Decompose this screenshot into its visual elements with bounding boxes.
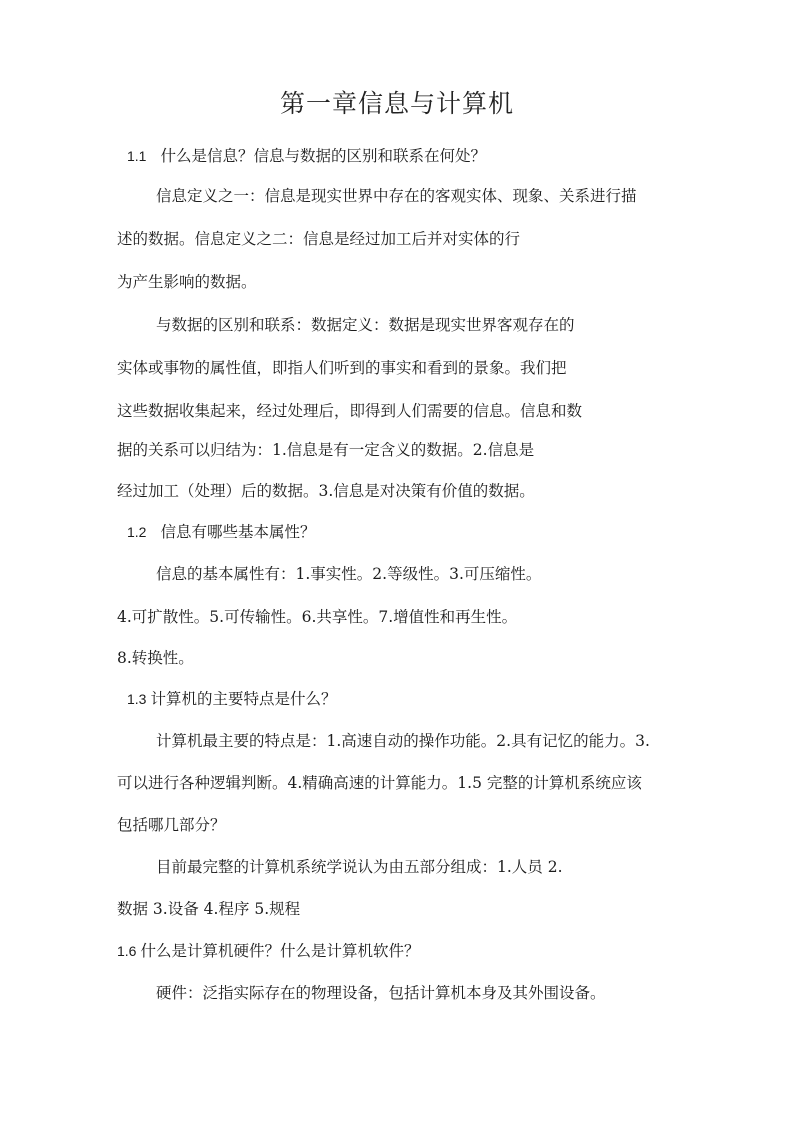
paragraph-line: 信息定义之一：信息是现实世界中存在的客观实体、现象、关系进行描 xyxy=(156,187,637,205)
paragraph-line: 述的数据。信息定义之二：信息是经过加工后并对实体的行 xyxy=(117,230,521,248)
paragraph-line: 这些数据收集起来，经过处理后，即得到人们需要的信息。信息和数 xyxy=(117,402,583,420)
paragraph-line: 目前最完整的计算机系统学说认为由五部分组成：1.人员 2. xyxy=(156,858,563,876)
section-heading-1-6 xyxy=(117,941,419,961)
paragraph-line: 为产生影响的数据。 xyxy=(117,273,257,291)
paragraph-line: 8.转换性。 xyxy=(117,649,194,667)
paragraph-line: 数据 3.设备 4.程序 5.规程 xyxy=(117,900,301,918)
paragraph-line: 可以进行各种逻辑判断。4.精确高速的计算能力。1.5 完整的计算机系统应该 xyxy=(117,774,642,792)
section-number: 1.1 xyxy=(127,148,147,164)
section-heading-1-2 xyxy=(127,522,315,542)
paragraph-line: 经过加工（处理）后的数据。3.信息是对决策有价值的数据。 xyxy=(117,482,535,500)
paragraph-line: 信息的基本属性有：1.事实性。2.等级性。3.可压缩性。 xyxy=(156,565,542,583)
section-question: 计算机的主要特点是什么？ xyxy=(150,690,337,708)
section-question: 信息有哪些基本属性？ xyxy=(160,523,316,541)
paragraph-line: 4.可扩散性。5.可传输性。6.共享性。7.增值性和再生性。 xyxy=(117,608,518,626)
section-heading-1-3 xyxy=(127,689,336,709)
section-number: 1.3 xyxy=(127,691,147,707)
paragraph-line: 据的关系可以归结为：1.信息是有一定含义的数据。2.信息是 xyxy=(117,441,535,459)
paragraph-line: 计算机最主要的特点是：1.高速自动的操作功能。2.具有记忆的能力。3. xyxy=(156,732,650,750)
paragraph-line: 包括哪几部分？ xyxy=(117,816,226,834)
paragraph-line: 硬件：泛指实际存在的物理设备，包括计算机本身及其外围设备。 xyxy=(156,984,606,1002)
section-number: 1.2 xyxy=(127,524,147,540)
page-title: 第一章信息与计算机 xyxy=(279,89,514,118)
section-number: 1.6 xyxy=(117,943,137,959)
section-question: 什么是计算机硬件？什么是计算机软件？ xyxy=(140,942,420,960)
section-question: 什么是信息？信息与数据的区别和联系在何处？ xyxy=(160,147,486,165)
paragraph-line: 与数据的区别和联系：数据定义：数据是现实世界客观存在的 xyxy=(156,316,575,334)
section-heading-1-1 xyxy=(127,146,486,166)
paragraph-line: 实体或事物的属性值，即指人们听到的事实和看到的景象。我们把 xyxy=(117,359,567,377)
